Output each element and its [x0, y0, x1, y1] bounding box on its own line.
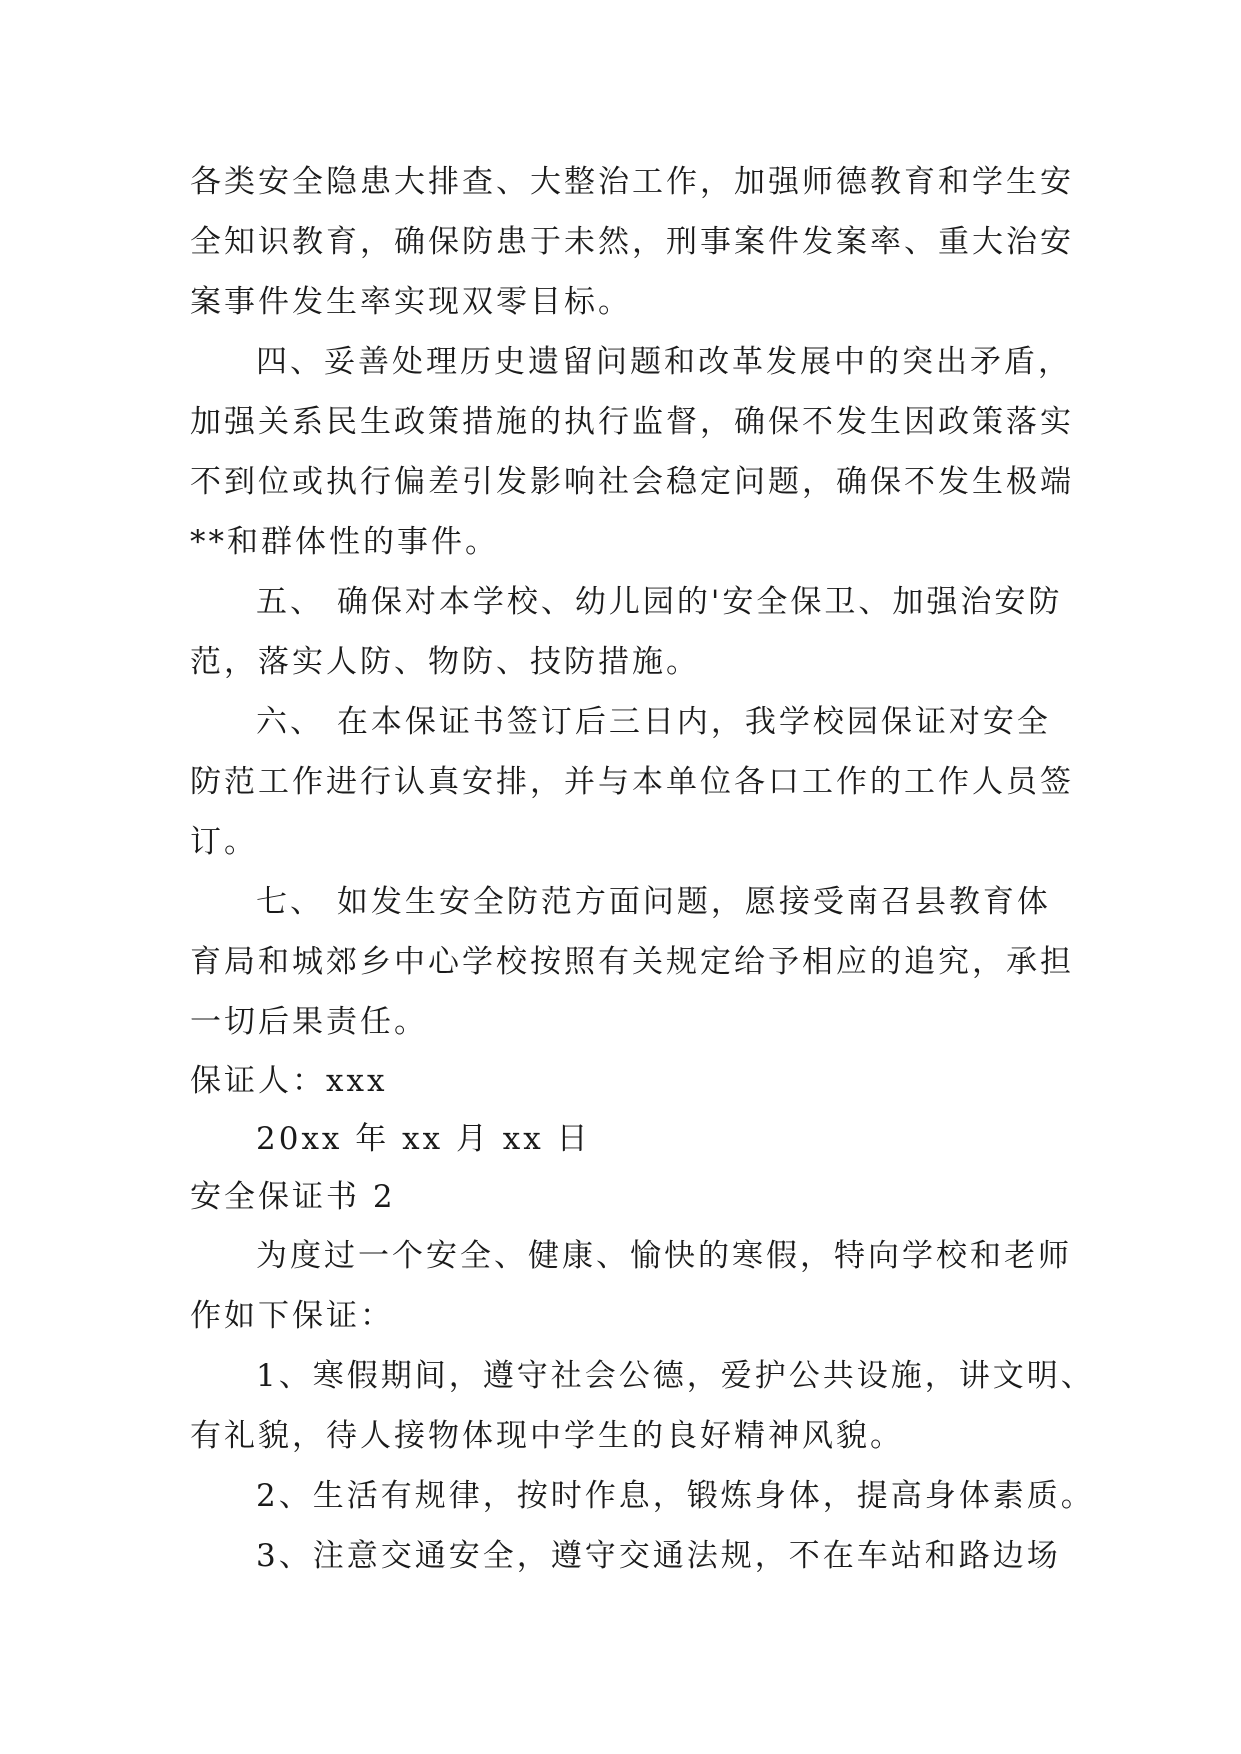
text-line: 为度过一个安全、健康、愉快的寒假，特向学校和老师: [256, 1238, 1072, 1274]
text-line: 五、 确保对本学校、幼儿园的'安全保卫、加强治安防: [256, 584, 1063, 620]
text-line: 有礼貌，待人接物体现中学生的良好精神风貌。: [190, 1418, 904, 1454]
text-line: 订。: [190, 824, 258, 860]
guarantor-line: 保证人：xxx: [190, 1063, 388, 1099]
text-line: 七、 如发生安全防范方面问题，愿接受南召县教育体: [256, 884, 1051, 920]
text-line: 六、 在本保证书签订后三日内，我学校园保证对安全: [256, 704, 1051, 740]
text-line: 四、妥善处理历史遗留问题和改革发展中的突出矛盾，: [256, 344, 1072, 380]
section-title: 安全保证书 2: [190, 1179, 396, 1215]
text-line: 各类安全隐患大排查、大整治工作，加强师德教育和学生安: [190, 164, 1074, 200]
document-body: [190, 152, 1095, 1586]
text-line: 2、生活有规律，按时作息，锻炼身体，提高身体素质。: [256, 1478, 1095, 1514]
text-line: 育局和城郊乡中心学校按照有关规定给予相应的追究，承担: [190, 944, 1074, 980]
text-line: 作如下保证：: [190, 1298, 394, 1334]
text-line: 加强关系民生政策措施的执行监督，确保不发生因政策落实: [190, 404, 1074, 440]
text-line: 不到位或执行偏差引发影响社会稳定问题，确保不发生极端: [190, 464, 1074, 500]
text-line: 1、寒假期间，遵守社会公德，爱护公共设施，讲文明、: [256, 1358, 1095, 1394]
text-line: **和群体性的事件。: [190, 524, 499, 560]
text-line: 3、注意交通安全，遵守交通法规，不在车站和路边场: [256, 1538, 1061, 1574]
text-line: 范，落实人防、物防、技防措施。: [190, 644, 700, 680]
text-line: 全知识教育，确保防患于未然，刑事案件发案率、重大治安: [190, 224, 1074, 260]
text-line: 一切后果责任。: [190, 1004, 428, 1040]
date-line: 20xx 年 xx 月 xx 日: [256, 1121, 591, 1157]
text-line: 防范工作进行认真安排，并与本单位各口工作的工作人员签: [190, 764, 1074, 800]
text-line: 案事件发生率实现双零目标。: [190, 284, 632, 320]
